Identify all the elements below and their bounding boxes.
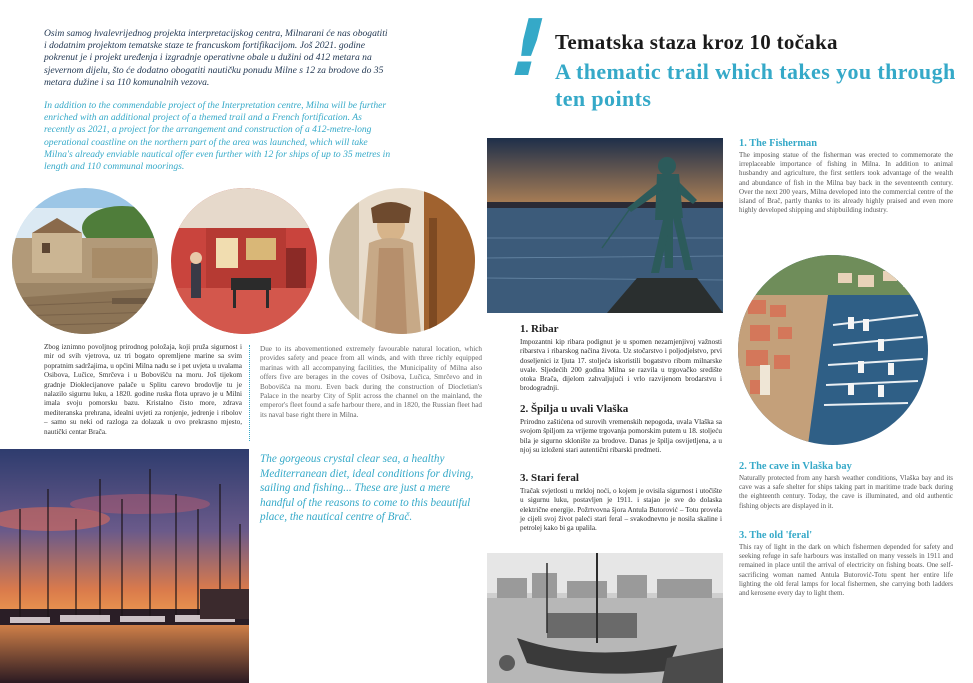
title-en: A thematic trail which takes you through ten points (555, 59, 956, 111)
intro-text-hr: Osim samog hvalevrijednog projekta interpretacijskog centra, Milnarani će nas obogatiti i dodatnim projektom tematske staze te francuskom fortifikacijom. Još 2021. godine pokrenut je i projekt uređenja i izgradnje operativne obale u dužini od 412 metara na sjevernom dijelu, što će dodatno obogatiti nautičku ponudu Milne s 12 za brodove do 35 metara dužine i sa 110 komunalnih vezova. (44, 28, 388, 88)
quote-text: The gorgeous crystal clear sea, a healthy Mediterranean diet, ideal conditions for diving, sailing and fishing... These are just a mere handful of the reasons to come to this beautiful place, the nautical centre of Brač. (260, 453, 474, 524)
point-heading: 2. Špilja u uvali Vlaška (520, 403, 629, 415)
old-boats-photo (487, 553, 723, 683)
point-text: Tračak svjetlosti u mrklој noći, o kojem je ovisila sigurnost i utočište u sigurnu luku, postavljen je 1911. i stajao je sve do dolaska električne energije. Požrtvovna šjora Antula Butorović – Totu provela je cijeli svoj život paleći stari feral – svakodnevno je nosila skaline i petrolej kako bi ga upalila. (520, 487, 722, 533)
point-3-hr (520, 472, 722, 533)
point-heading: 2. The cave in Vlaška bay (739, 461, 852, 472)
body-text-en: Due to its abovementioned extremely favourable natural location, which provides safety and peace from all winds, and with three richly equipped marinas with all accompanying facilities, the Municipality of Milna also offers five are berages in the coves of Osibova, Lučica, Smrčevo and in Bobovišća na moru. Even back during the construction of Diocletian's Palace in the nearby City of Split across the channel on the mainland, the emperor's fleet found a safe harbour there, and in 1820, the Russian fleet had its naval base right there in Milna. (260, 345, 482, 419)
point-text: Prirodno zaštićena od surovih vremenskih nepogoda, uvala Vlaška sa svojom špiljom za vrijeme trgovanja pomorskim putem u 18. stoljeću bila je sigurno sklonište za brodove. Danas je špilja osvijetljena, a u njoj su izloženi stari autentični ribarski predmeti. (520, 418, 722, 454)
point-text: The imposing statue of the fisherman was erected to commemorate the irreplaceable importance of fishing in Milna. In addition to animal husbandry and agriculture, the first settlers took advantage of the wealth and abundance of fish in the Milna bay back in the seventeenth century. Over the next 200 years, Milna developed into the commercial centre of the island of Brač, partly thanks to its already highly praised and even more highly developed shipping and shipbuilding industry. (739, 151, 953, 215)
sunset-marina-photo (0, 449, 249, 683)
point-3-en (739, 530, 953, 598)
exclamation-mark: ! (498, 4, 557, 94)
point-text: Naturally protected from any harsh weather conditions, Vlaška bay and its cave was a safe shelter for ships taking part in maritime trade back during the eighteenth century. Today, the cave is illuminated, and old authentic fishing objects are displayed in it. (739, 474, 953, 510)
point-2-hr (520, 403, 722, 455)
intro-text-en: In addition to the commendable project of the Interpretation centre, Milna will be further enriched with an additional project of a themed trail and a French fortification. As recently as 2021, a project for the arrangement and construction of a 412-metre-long operational coastline on the northern part of the area was launched, which will take Milna's already enviable nautical offer even further with 12 for ships of up to 35 metres in length and 110 communal moorings. (44, 100, 391, 173)
point-heading: 3. Stari feral (520, 472, 579, 484)
point-2-en (739, 461, 953, 511)
stone-houses-photo (12, 188, 158, 334)
point-heading: 1. Ribar (520, 323, 559, 335)
harbour-aerial-photo (738, 255, 928, 445)
point-heading: 3. The old 'feral' (739, 530, 813, 541)
point-text: Impozantni kip ribara podignut je u spomen nezamjenjivoj važnosti ribarstva i ribarskog načina života. Uz stočarstvo i poljodjelstvo, prvi doseljenici iz Ijuta 17. stoljeća iskoristili bogatstvo ribom milnarske uvale. Sljedećih 200 godina Milna se razvila u trgovačko središte otoka Brača, dijelom zahvaljujući i vrlo razvijenom brodarstvu i brodogradnji. (520, 338, 722, 393)
point-heading: 1. The Fisherman (739, 138, 818, 149)
fisherman-statue-photo (487, 138, 723, 313)
point-text: This ray of light in the dark on which fishermen depended for safety and seeking refuge in safe harbours was installed on many vessels in 1911 and remained in place until the arrival of electricity on fishing boats. One self-sacrificing woman named Antula Butorović-Totu spent her entire life lighting the old feral lamps for local fishermen, she carrying both ladders and kerosene every day to light them. (739, 543, 953, 598)
carved-figure-photo (329, 188, 475, 334)
title-hr: Tematska staza kroz 10 točaka (555, 30, 838, 54)
body-text-hr: Zbog iznimno povoljnog prirodnog položaja, koji pruža sigurnost i mir od svih vjetrova, uz tri bogato opremljene marine sa svim popratnim sadržajima, u općini Milna nađu se i pet uvjeta u uvalama Osibova, Lučice, Smrčeva i u Bobovišću na moru. Još tijekom gradnje Dioklecijanove palače u Splitu carevo brodovlje tu je nalazilo sigurnu luku, a 1820. godine ruska flota upravo je u Milni imala svoju pomorsku bazu. Kristalno čisto more, zdrava mediteranska prehrana, idealni uvjeti za ronjenje, jedrenje i ribolov – samo su neki od razloga za dolazak u ovo prekrasno mjesto, nautički centar Brača. (44, 343, 242, 436)
point-1-en (739, 138, 953, 215)
museum-interior-photo (171, 188, 317, 334)
point-1-hr (520, 323, 722, 394)
column-divider (249, 345, 250, 441)
